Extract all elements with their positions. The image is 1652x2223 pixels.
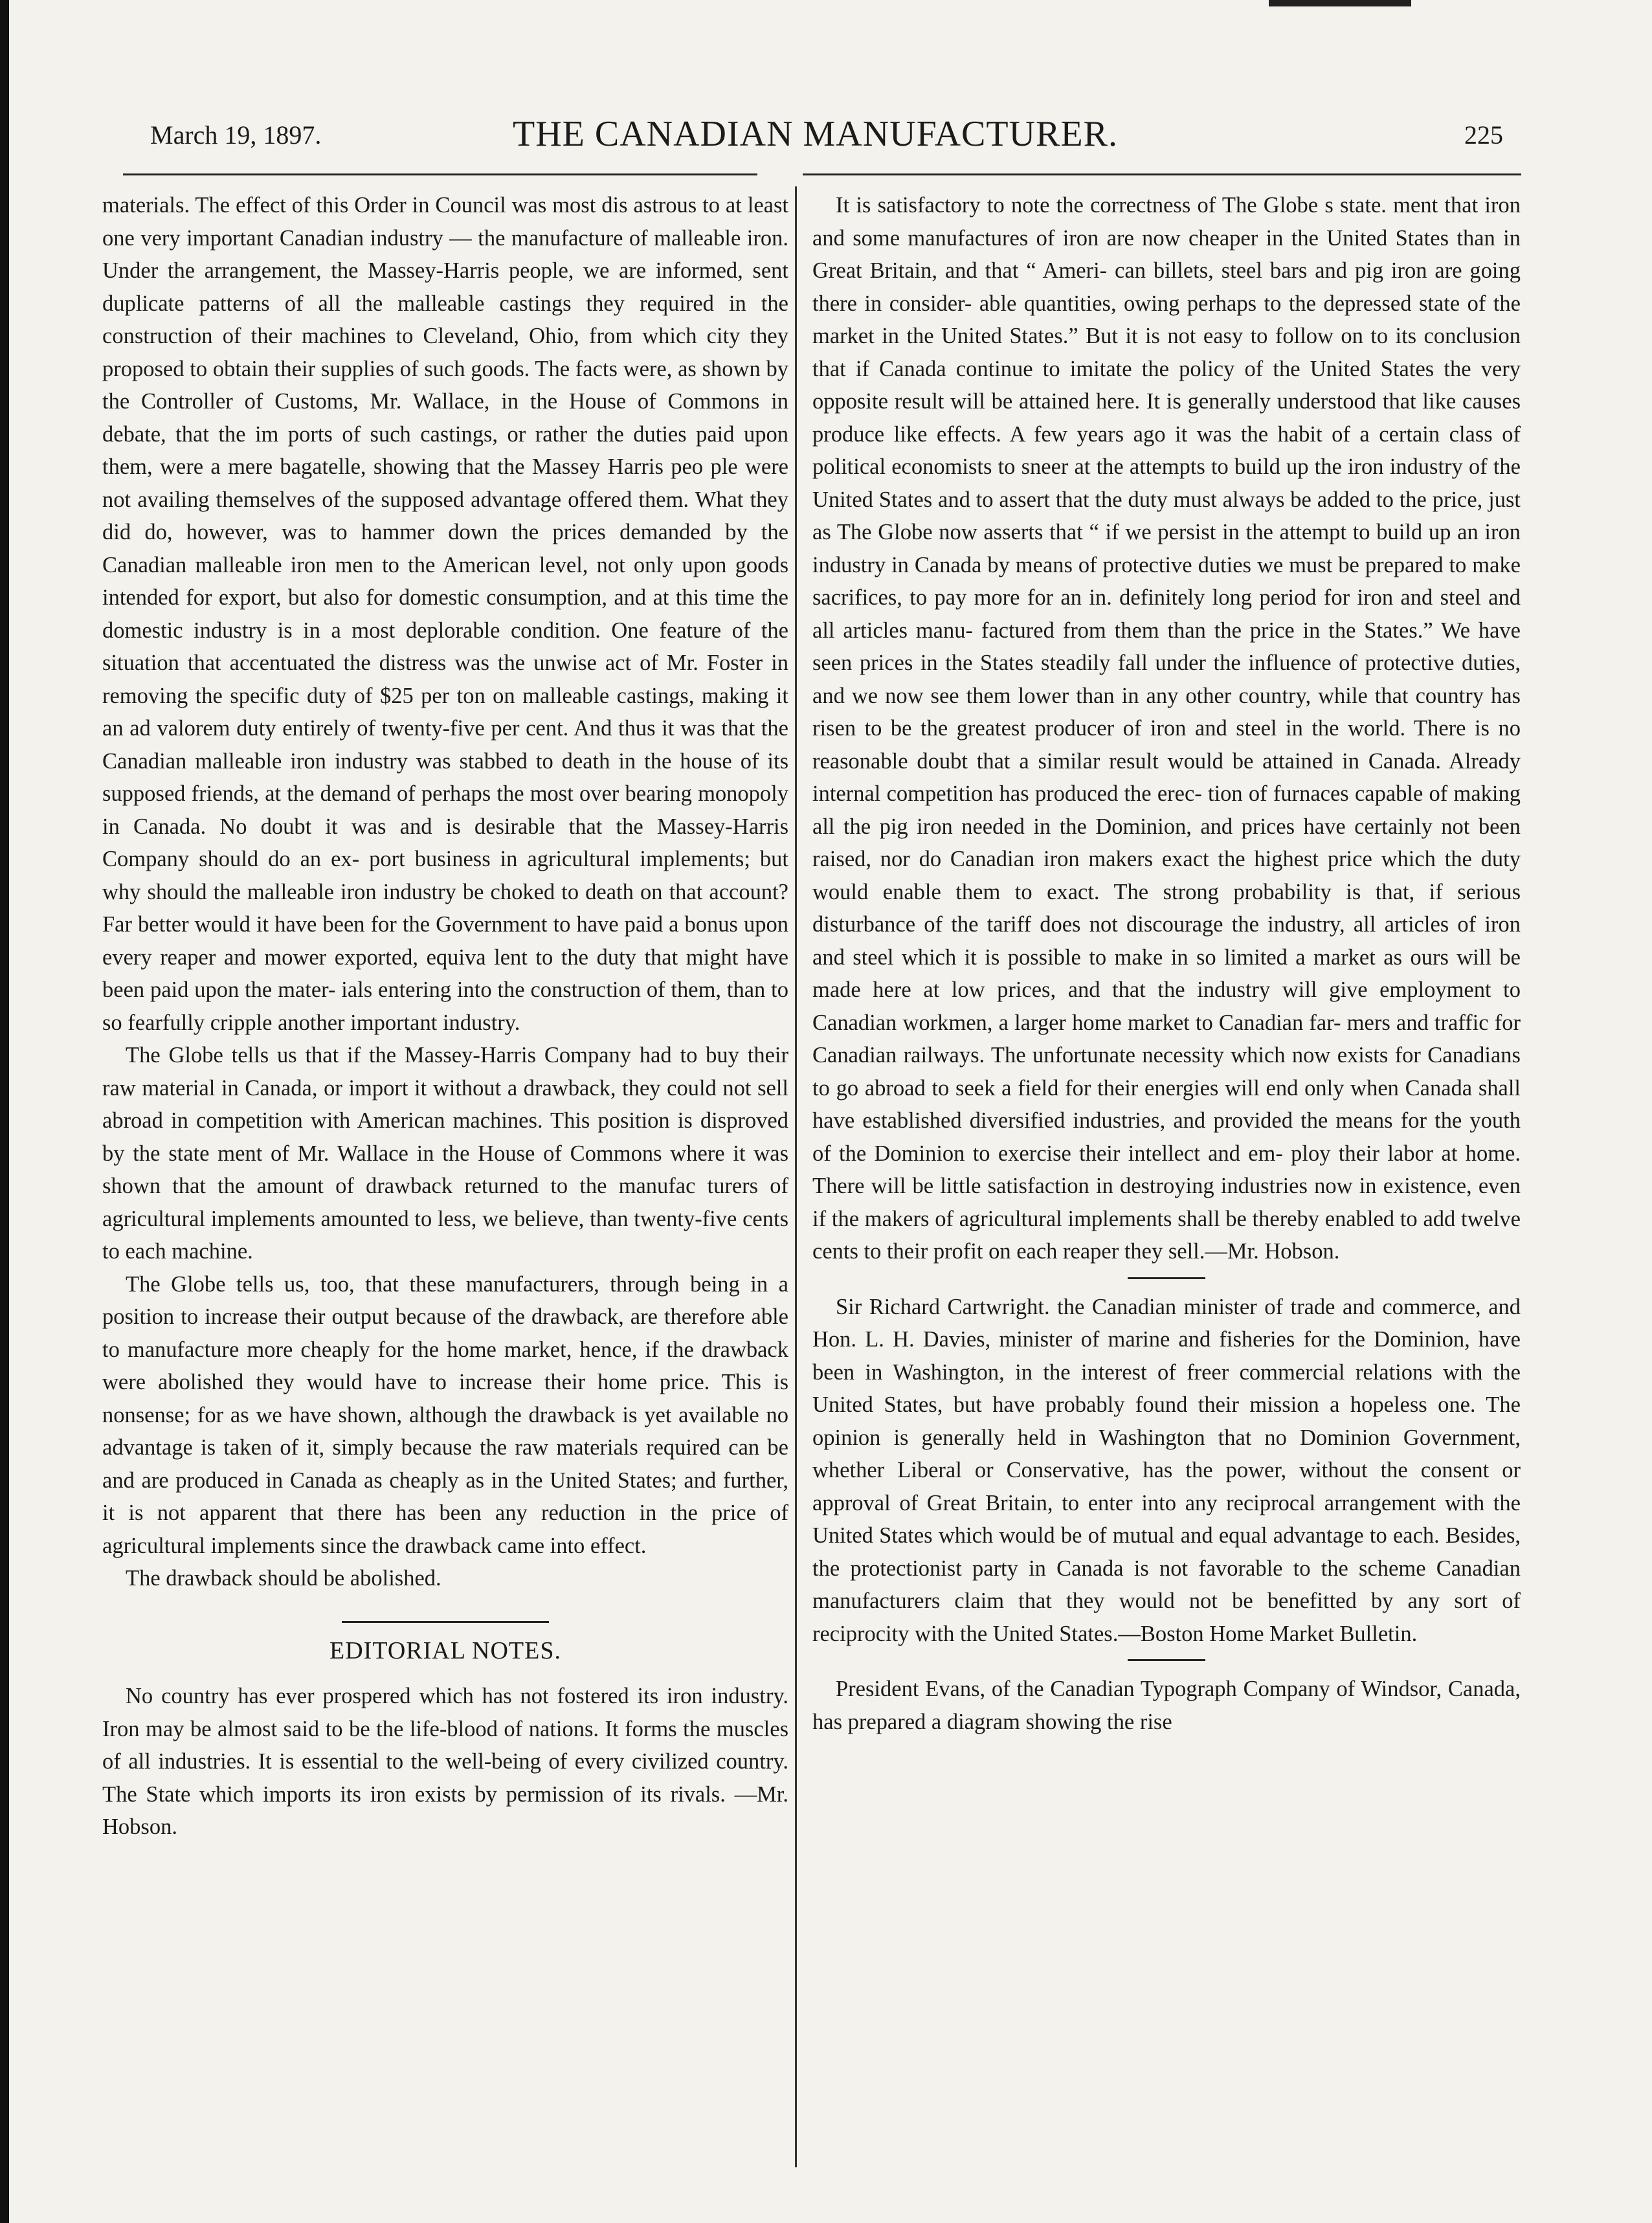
section-separator xyxy=(342,1621,549,1623)
page-number: 225 xyxy=(1464,120,1503,150)
left-column xyxy=(102,189,788,1844)
section-heading: EDITORIAL NOTES. xyxy=(329,1637,561,1664)
article-paragraph: materials. The effect of this Order in Council was most dis astrous to at least one very important Canadian industry — the manufacture of malleable iron. Under the arrangement, the Massey-Harris people, we are informed, sent duplicate patterns of all the malleable castings they required in the construction of their machines to Cleveland, Ohio, from which city they proposed to obtain their supplies of such goods. The facts were, as shown by the Controller of Customs, Mr. Wallace, in the House of Commons in debate, that the im ports of such castings, or rather the duties paid upon them, were a mere bagatelle, showing that the Massey Harris peo ple were not availing themselves of the supposed advantage offered them. What they did do, however, was to hammer down the prices demanded by the Canadian malleable iron men to the American level, not only upon goods intended for export, but also for domestic consumption, and at this time the domestic industry is in a most deplorable condition. One feature of the situation that accentuated the distress was the unwise act of Mr. Foster in removing the specific duty of $25 per ton on malleable castings, making it an ad valorem duty entirely of twenty-five per cent. And thus it was that the Canadian malleable iron industry was stabbed to death in the house of its supposed friends, at the demand of perhaps the most over bearing monopoly in Canada. No doubt it was and is desirable that the Massey-Harris Company should do an ex- port business in agricultural implements; but why should the malleable iron industry be choked to death on that account? Far better would it have been for the Government to have paid a bonus upon every reaper and mower exported, equiva lent to the duty that might have been paid upon the mater- ials entering into the construction of them, than to so fearfully cripple another important industry. xyxy=(102,193,788,1035)
page-header xyxy=(150,113,1503,172)
page-edge-shadow xyxy=(0,0,9,2223)
publication-title: THE CANADIAN MANUFACTURER. xyxy=(513,114,1118,154)
header-rule-right xyxy=(803,173,1521,175)
article-paragraph: No country has ever prospered which has not fostered its iron industry. Iron may be almost said to be the life-blood of nations. It forms the muscles of all industries. It is essential to the well-being of every civilized country. The State which imports its iron exists by permission of its rivals. —Mr. Hobson. xyxy=(102,1684,788,1839)
right-column xyxy=(812,189,1521,1738)
article-separator xyxy=(1128,1659,1205,1661)
column-divider xyxy=(795,186,797,2167)
article-paragraph: The Globe tells us that if the Massey-Harris Company had to buy their raw material in Canada, or import it without a drawback, they could not sell abroad in competition with American machines. This position is disproved by the state ment of Mr. Wallace in the House of Commons where it was shown that the amount of drawback returned to the manufac turers of agricultural implements amounted to less, we believe, than twenty-five cents to each machine. xyxy=(102,1043,788,1264)
issue-date: March 19, 1897. xyxy=(150,120,322,150)
article-paragraph: President Evans, of the Canadian Typograph Company of Windsor, Canada, has prepared a diagram showing the rise xyxy=(812,1677,1521,1734)
article-paragraph: The Globe tells us, too, that these manufacturers, through being in a position to increase their output because of the drawback, are therefore able to manufacture more cheaply for the home market, hence, if the drawback were abolished they would have to increase their home price. This is nonsense; for as we have shown, although the drawback is yet available no advantage is taken of it, simply because the raw materials required can be and are produced in Canada as cheaply as in the United States; and further, it is not apparent that there has been any reduction in the price of agricultural implements since the drawback came into effect. xyxy=(102,1271,788,1558)
article-separator xyxy=(1128,1277,1205,1279)
scan-smudge xyxy=(1269,0,1411,6)
article-paragraph: It is satisfactory to note the correctness of The Globe s state. ment that iron and some manufactures of iron are now cheaper in the United States than in Great Britain, and that “ Ameri- can billets, steel bars and pig iron are going there in consider- able quantities, owing perhaps to the depressed state of the market in the United States.” But it is not easy to follow on to its conclusion that if Canada continue to imitate the policy of the United States the very opposite result will be attained here. It is generally understood that like causes produce like effects. A few years ago it was the habit of a certain class of political economists to sneer at the attempts to build up the iron industry of the United States and to assert that the duty must always be added to the price, just as The Globe now asserts that “ if we persist in the attempt to build up an iron industry in Canada by means of protective duties we must be prepared to make sacrifices, to pay more for an in. definitely long period for iron and steel and all articles manu- factured from them than the price in the States.” We have seen prices in the States steadily fall under the influence of protective duties, and we now see them lower than in any other country, while that country has risen to be the greatest producer of iron and steel in the world. There is no reasonable doubt that a similar result would be attained in Canada. Already internal competition has produced the erec- tion of furnaces capable of making all the pig iron needed in the Dominion, and prices have certainly not been raised, nor do Canadian iron makers exact the highest price which the duty would enable them to exact. The strong probability is that, if serious disturbance of the tariff does not discourage the industry, all articles of iron and steel which it is possible to make in so limited a market as ours will be made here at low prices, and that the industry will give employment to Canadian workmen, a larger home market to Canadian far- mers and traffic for Canadian railways. The unfortunate necessity which now exists for Canadians to go abroad to seek a field for their energies will end only when Canada shall have established diversified industries, and provided the means for the youth of the Dominion to exercise their intellect and em- ploy their labor at home. There will be little satisfaction in destroying industries now in existence, even if the makers of agricultural implements shall be thereby enabled to add twelve cents to their profit on each reaper they sell.—Mr. Hobson. xyxy=(812,193,1521,1264)
article-paragraph: The drawback should be abolished. xyxy=(126,1566,441,1591)
article-paragraph: Sir Richard Cartwright. the Canadian minister of trade and commerce, and Hon. L. H. Davies, minister of marine and fisheries for the Dominion, have been in Washington, in the interest of freer commercial relations with the United States, but have probably found their mission a hopeless one. The opinion is generally held in Washington that no Dominion Government, whether Liberal or Conservative, has the power, without the consent or approval of Great Britain, to enter into any reciprocal arrangement with the United States which would be of mutual and equal advantage to each. Besides, the protectionist party in Canada is not favorable to the scheme Canadian manufacturers claim that they would not be benefitted by any sort of reciprocity with the United States.—Boston Home Market Bulletin. xyxy=(812,1294,1521,1646)
header-rule-left xyxy=(123,173,757,175)
